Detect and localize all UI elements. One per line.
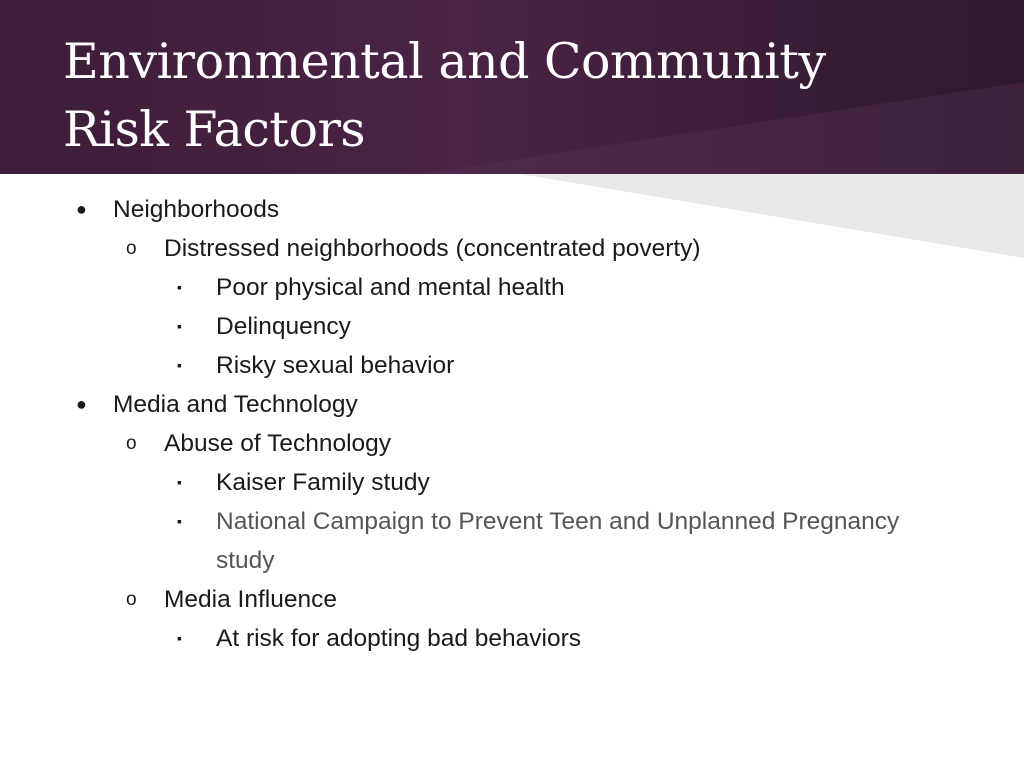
- list-item-delinquency: [0, 307, 1024, 346]
- bullet-marker: o: [126, 589, 137, 610]
- list-item-text: Media Influence: [164, 586, 337, 613]
- bullet-marker: o: [126, 238, 137, 259]
- slide-title-line-2: Risk Factors: [63, 101, 366, 158]
- title-banner: [0, 0, 1024, 174]
- list-item-text: Distressed neighborhoods (concentrated poverty): [164, 235, 701, 262]
- list-item-text: Poor physical and mental health: [216, 274, 565, 301]
- bullet-marker: ▪: [177, 513, 182, 529]
- slide-title-line-1: Environmental and Community: [63, 33, 826, 90]
- list-item-distressed-neighborhoods: [0, 229, 1024, 268]
- list-item-text: Neighborhoods: [113, 196, 280, 223]
- bullet-marker: ●: [76, 394, 87, 414]
- bullet-list: [0, 190, 1024, 658]
- slide-title: [63, 28, 963, 164]
- list-item-media-technology: [0, 385, 1024, 424]
- list-item-text: Delinquency: [216, 313, 351, 340]
- bullet-marker: ▪: [177, 630, 182, 646]
- list-item-abuse-of-technology: [0, 424, 1024, 463]
- list-item-kaiser-study: [0, 463, 1024, 502]
- list-item-text: At risk for adopting bad behaviors: [216, 625, 581, 652]
- list-item-text: Risky sexual behavior: [216, 352, 455, 379]
- bullet-marker: ●: [76, 199, 87, 219]
- list-item-neighborhoods: [0, 190, 1024, 229]
- list-item-bad-behaviors: [0, 619, 1024, 658]
- list-item-health: [0, 268, 1024, 307]
- list-item-text: National Campaign to Prevent Teen and Unplanned Pregnancy study: [216, 508, 900, 574]
- list-item-national-campaign-study: [0, 502, 1024, 580]
- list-item-risky-behavior: [0, 346, 1024, 385]
- list-item-text: Kaiser Family study: [216, 469, 430, 496]
- bullet-marker: ▪: [177, 318, 182, 334]
- list-item-text: Abuse of Technology: [164, 430, 392, 457]
- bullet-marker: ▪: [177, 357, 182, 373]
- bullet-marker: o: [126, 433, 137, 454]
- bullet-marker: ▪: [177, 279, 182, 295]
- list-item-text: Media and Technology: [113, 391, 358, 418]
- bullet-marker: ▪: [177, 474, 182, 490]
- list-item-media-influence: [0, 580, 1024, 619]
